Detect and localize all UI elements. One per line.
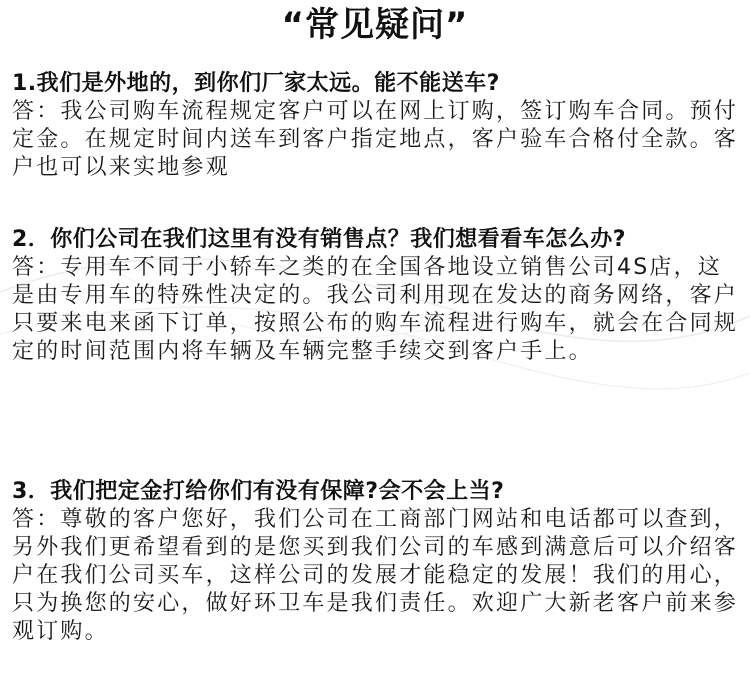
faq-answer: 答：我公司购车流程规定客户可以在网上订购，签订购车合同。预付定金。在规定时间内送车到客户指定地点，客户验车合格付全款。客户也可以来实地参观 bbox=[12, 99, 739, 180]
faq-question: 2．你们公司在我们这里有没有销售点？我们想看看车怎么办? bbox=[12, 227, 627, 252]
faq-answer: 答：专用车不同于小轿车之类的在全国各地设立销售公司4S店，这是由专用车的特殊性决定的。我公司利用现在发达的商务网络，客户只要来电来函下订单，按照公布的购车流程进行购车，就会在合同规定的时间范围内将车辆及车辆完整手续交到客户手上。 bbox=[12, 255, 739, 364]
faq-question: 3．我们把定金打给你们有没有保障?会不会上当? bbox=[12, 479, 505, 504]
faq-question: 1.我们是外地的，到你们厂家太远。能不能送车? bbox=[12, 71, 500, 96]
faq-item bbox=[12, 70, 740, 182]
page-title: “常见疑问” bbox=[281, 5, 469, 45]
faq-answer: 答：尊敬的客户您好，我们公司在工商部门网站和电话都可以查到，另外我们更希望看到的是您买到我们公司的车感到满意后可以介绍客户在我们公司买车，这样公司的发展才能稳定的发展！我们的用心，只为换您的安心，做好环卫车是我们责任。欢迎广大新老客户前来参观订购。 bbox=[12, 507, 739, 644]
faq-item bbox=[12, 478, 740, 646]
faq-item bbox=[12, 226, 740, 366]
